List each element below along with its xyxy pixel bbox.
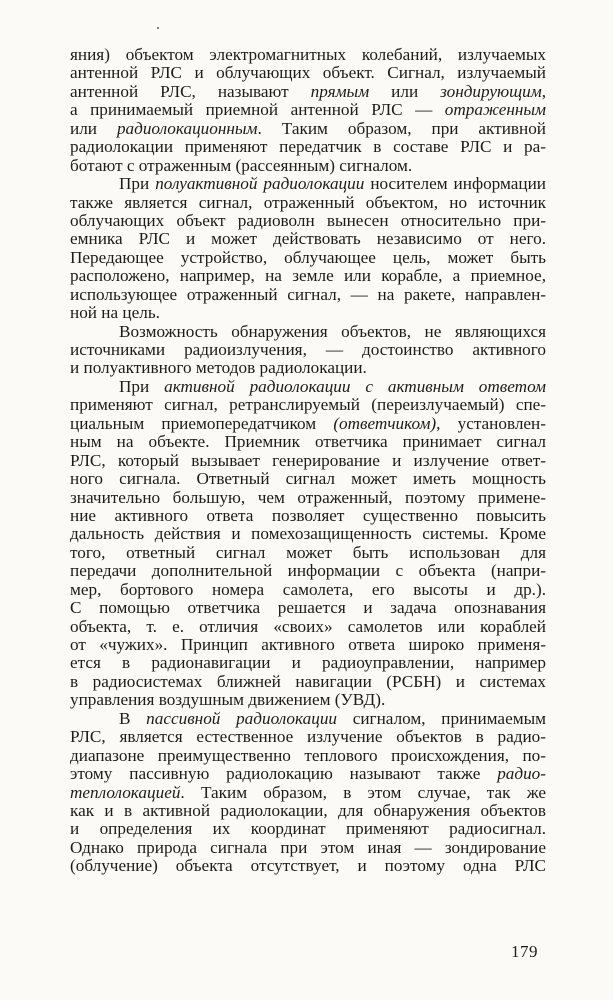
text-line bbox=[70, 691, 546, 709]
text-line bbox=[70, 507, 546, 525]
text-line bbox=[70, 396, 546, 414]
text-run: сигналом, принимаемым bbox=[337, 708, 546, 728]
text-line bbox=[70, 599, 546, 617]
text-run: емника РЛС и может действовать независимо от него. bbox=[70, 229, 546, 249]
text-line bbox=[70, 562, 546, 580]
text-run: этому пассивную радиолокацию называют также bbox=[70, 764, 498, 784]
text-run: антенной РЛС, называют bbox=[70, 81, 311, 101]
text-run: ным на объекте. Приемник ответчика принимает сигнал bbox=[70, 432, 546, 452]
text-run: ботают с отраженным (рассеянным) сигналом. bbox=[70, 155, 413, 175]
text-run: объекта, т. е. отличия «своих» самолетов или кораблей bbox=[70, 616, 546, 636]
text-run: диапазоне преимущественно теплового происхождения, по- bbox=[70, 745, 546, 765]
text-run: Передающее устройство, облучающее цель, может быть bbox=[70, 247, 546, 267]
text-run: расположено, например, на земле или корабле, а приемное, bbox=[70, 266, 546, 286]
text-line bbox=[70, 525, 546, 543]
italic-term: теплолокацией bbox=[70, 782, 181, 802]
text-line bbox=[70, 157, 546, 175]
text-line bbox=[70, 765, 546, 783]
text-run: радиолокации применяют передатчик в составе РЛС и ра- bbox=[70, 137, 546, 157]
text-run: облучающих объект радиоволн вынесен относительно при- bbox=[70, 210, 546, 230]
text-line bbox=[70, 415, 546, 433]
text-line bbox=[70, 452, 546, 470]
text-run: ется в радионавигации и радиоуправлении, например bbox=[70, 653, 546, 673]
text-run: и полуактивного методов радиолокации. bbox=[70, 358, 367, 378]
text-run: или bbox=[369, 81, 441, 101]
text-run: При bbox=[119, 376, 165, 396]
paragraph bbox=[70, 175, 546, 323]
text-run: РЛС, является естественное излучение объектов в радио- bbox=[70, 727, 546, 747]
text-run: ного сигнала. Ответный сигнал может иметь мощность bbox=[70, 469, 546, 489]
print-speck bbox=[157, 27, 159, 29]
text-run: Возможность обнаружения объектов, не являющихся bbox=[119, 321, 546, 341]
text-run: применяют сигнал, ретранслируемый (переизлучаемый) спе- bbox=[70, 395, 546, 415]
text-run: Однако природа сигнала при этом иная — зондирование bbox=[70, 837, 546, 857]
text-line bbox=[70, 341, 546, 359]
text-line bbox=[70, 710, 546, 728]
text-line bbox=[70, 433, 546, 451]
text-run: а принимаемый приемной антенной РЛС — bbox=[70, 100, 445, 120]
paragraph bbox=[70, 378, 546, 710]
text-run: в радиосистемах ближней навигации (РСБН) и системах bbox=[70, 671, 546, 691]
text-line bbox=[70, 820, 546, 838]
page-number: 179 bbox=[511, 942, 538, 961]
text-line bbox=[70, 359, 546, 377]
italic-term: (ответчиком) bbox=[333, 413, 437, 433]
text-run: . Таким образом, при активной bbox=[257, 118, 546, 138]
italic-term: отраженным bbox=[444, 100, 546, 120]
text-run: , bbox=[541, 81, 546, 101]
text-run: того, ответный сигнал может быть использован для bbox=[70, 542, 546, 562]
text-run: источниками радиоизлучения, — достоинство активного bbox=[70, 340, 546, 359]
text-run: от «чужих». Принцип активного ответа широко применя- bbox=[70, 635, 546, 654]
text-run: антенной РЛС и облучающих объект. Сигнал, излучаемый bbox=[70, 63, 546, 83]
text-line bbox=[70, 64, 546, 82]
text-run: мер, бортового номера самолета, его высоты и др.). bbox=[70, 579, 546, 599]
text-line bbox=[70, 544, 546, 562]
text-line bbox=[70, 378, 546, 396]
text-line bbox=[70, 83, 546, 101]
text-line bbox=[70, 857, 546, 875]
text-line bbox=[70, 784, 546, 802]
text-run: как и в активной радиолокации, для обнаружения объектов bbox=[70, 800, 546, 820]
text-run: значительно большую, чем отраженный, поэтому примене- bbox=[70, 487, 546, 507]
text-run: ние активного ответа позволяет существенно повысить bbox=[70, 505, 546, 525]
text-line bbox=[70, 323, 546, 341]
text-line bbox=[70, 489, 546, 507]
text-run: и определения их координат применяют радиосигнал. bbox=[70, 819, 546, 839]
text-run: В bbox=[119, 708, 147, 728]
text-line bbox=[70, 802, 546, 820]
italic-term: пассивной радиолокации bbox=[146, 708, 338, 728]
text-line bbox=[70, 101, 546, 119]
text-line bbox=[70, 839, 546, 857]
text-line bbox=[70, 636, 546, 654]
page-body bbox=[70, 46, 546, 876]
text-line bbox=[70, 673, 546, 691]
paragraph bbox=[70, 46, 546, 175]
text-line bbox=[70, 120, 546, 138]
italic-term: полуактивной радиолокации bbox=[155, 174, 365, 194]
text-line bbox=[70, 212, 546, 230]
text-line bbox=[70, 286, 546, 304]
text-run: С помощью ответчика решается и задача опознавания bbox=[70, 598, 546, 618]
text-line bbox=[70, 194, 546, 212]
italic-term: прямым bbox=[310, 81, 370, 101]
text-run: , установлен- bbox=[436, 413, 546, 433]
text-line bbox=[70, 267, 546, 285]
text-line bbox=[70, 175, 546, 193]
text-run: (облучение) объекта отсутствует, и поэтому одна РЛС bbox=[70, 856, 546, 876]
paragraph bbox=[70, 710, 546, 876]
text-line bbox=[70, 46, 546, 64]
text-line bbox=[70, 230, 546, 248]
text-line bbox=[70, 304, 546, 322]
text-run: При bbox=[119, 174, 156, 194]
text-run: дальность действия и помехозащищенность системы. Кроме bbox=[70, 524, 546, 544]
text-line bbox=[70, 728, 546, 746]
italic-term: радиолокационным bbox=[116, 118, 258, 138]
text-line bbox=[70, 747, 546, 765]
text-line bbox=[70, 654, 546, 672]
text-line bbox=[70, 249, 546, 267]
text-run: ной на цель. bbox=[70, 303, 160, 323]
text-run: циальным приемопередатчиком bbox=[70, 413, 334, 433]
italic-term: радио- bbox=[497, 764, 546, 784]
text-line bbox=[70, 618, 546, 636]
text-run: также является сигнал, отраженный объектом, но источник bbox=[70, 192, 546, 212]
text-run: яния) объектом электромагнитных колебаний, излучаемых bbox=[70, 45, 546, 64]
text-run: использующее отраженный сигнал, — на ракете, направлен- bbox=[70, 284, 546, 304]
text-run: носителем информации bbox=[364, 174, 546, 194]
italic-term: зондирующим bbox=[440, 81, 542, 101]
text-run: передачи дополнительной информации с объекта (напри- bbox=[70, 561, 546, 581]
text-line bbox=[70, 581, 546, 599]
text-line bbox=[70, 138, 546, 156]
paragraph bbox=[70, 323, 546, 378]
text-run: или bbox=[70, 118, 117, 138]
text-run: . Таким образом, в этом случае, так же bbox=[180, 782, 546, 802]
text-run: РЛС, который вызывает генерирование и излучение ответ- bbox=[70, 450, 546, 470]
text-run: управления воздушным движением (УВД). bbox=[70, 690, 386, 710]
text-line bbox=[70, 470, 546, 488]
italic-term: активной радиолокации с активным ответом bbox=[164, 376, 546, 396]
